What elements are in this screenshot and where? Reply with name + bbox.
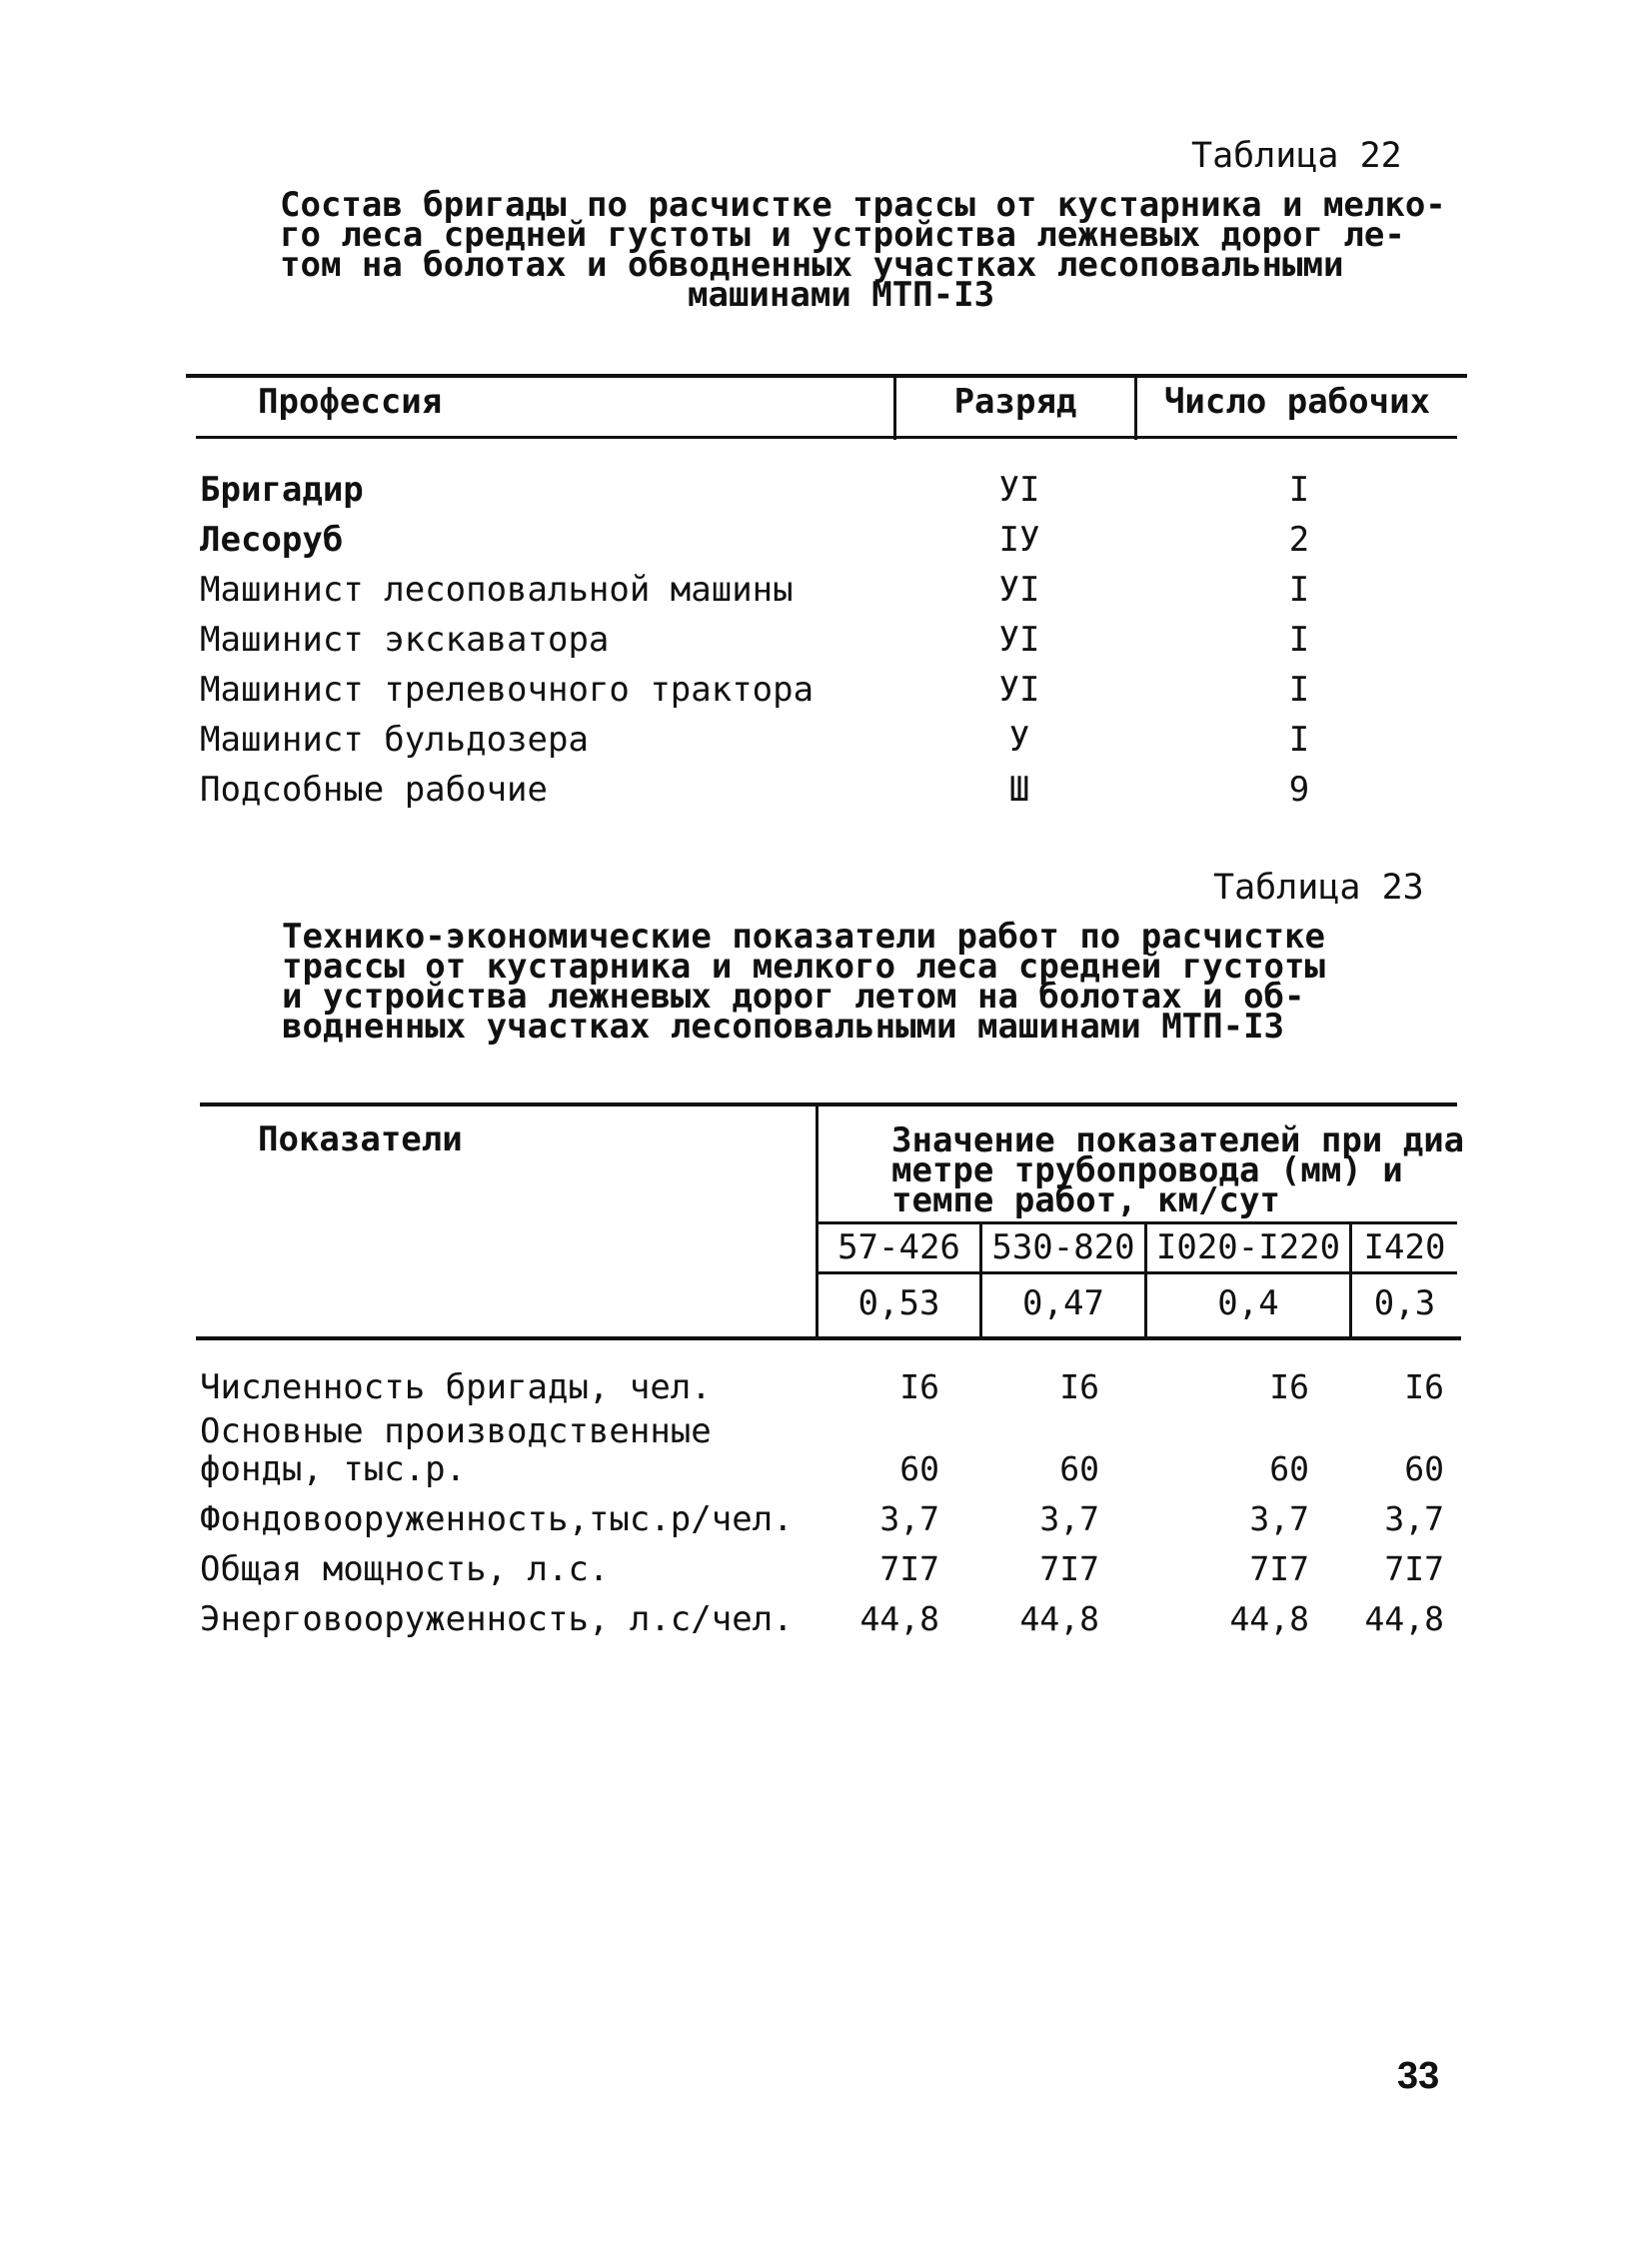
header-bottom-rule	[196, 436, 1457, 439]
header-profession: Профессия	[258, 382, 443, 422]
diameter-cell: I420	[1363, 1227, 1446, 1267]
value-cell: 3,7	[1384, 1499, 1444, 1538]
grade-cell: Ш	[1008, 770, 1030, 810]
profession-cell: Машинист трелевочного трактора	[200, 670, 815, 710]
caption-line: и устройства лежневых дорог летом на болотах и об-	[282, 977, 1305, 1017]
caption-line: Технико-экономические показатели работ по расчистке	[282, 917, 1325, 957]
profession-cell: Лесоруб	[200, 520, 344, 560]
diameter-cell: I020-I220	[1155, 1227, 1341, 1267]
value-cell: 3,7	[1249, 1499, 1309, 1538]
caption-line: трассы от кустарника и мелкого леса средней густоты	[282, 947, 1325, 987]
header-worker-count: Число рабочих	[1163, 382, 1431, 422]
count-cell: I	[1288, 620, 1310, 660]
value-cell: 7I7	[1039, 1549, 1099, 1588]
count-cell: 2	[1288, 520, 1310, 560]
header-grade: Разряд	[953, 382, 1077, 422]
header-rule	[816, 1221, 1457, 1224]
profession-cell: Бригадир	[200, 470, 364, 510]
tempo-cell: 0,53	[857, 1283, 940, 1323]
caption-line: го леса средней густоты и устройства лежневых дорог ле-	[280, 215, 1405, 255]
value-cell: 7I7	[879, 1549, 939, 1588]
table-23-label: Таблица 23	[1213, 868, 1424, 908]
grade-cell: УI	[998, 570, 1040, 610]
header-rule	[816, 1271, 1457, 1274]
grade-cell: УI	[998, 470, 1040, 510]
count-cell: I	[1288, 720, 1310, 760]
profession-cell: Машинист бульдозера	[200, 720, 589, 760]
value-cell: 60	[899, 1449, 939, 1488]
value-cell: 60	[1404, 1449, 1444, 1488]
value-cell: 44,8	[1019, 1599, 1099, 1638]
count-cell: I	[1288, 570, 1310, 610]
indicator-label: фонды, тыс.р.	[200, 1449, 467, 1489]
count-cell: I	[1288, 470, 1310, 510]
value-cell: 7I7	[1384, 1549, 1444, 1588]
diameter-cell: 530-820	[991, 1227, 1135, 1267]
profession-cell: Машинист экскаватора	[200, 620, 610, 660]
table-22-label: Таблица 22	[1191, 136, 1402, 176]
value-cell: I6	[1269, 1367, 1309, 1406]
value-cell: 44,8	[1229, 1599, 1309, 1638]
value-cell: 60	[1269, 1449, 1309, 1488]
indicator-label: Общая мощность, л.с.	[200, 1549, 610, 1589]
table-top-rule	[186, 374, 1467, 378]
value-cell: 44,8	[859, 1599, 939, 1638]
tempo-cell: 0,4	[1217, 1283, 1279, 1323]
value-cell: 3,7	[1039, 1499, 1099, 1538]
header-values-line: Значение показателей при диа	[891, 1121, 1465, 1160]
count-cell: I	[1288, 670, 1310, 710]
count-cell: 9	[1288, 770, 1310, 810]
header-bottom-rule	[196, 1336, 1461, 1340]
value-cell: I6	[899, 1367, 939, 1406]
indicator-label: Фондовооруженность,тыс.р/чел.	[200, 1499, 794, 1539]
diameter-cell: 57-426	[837, 1227, 960, 1267]
header-values-line: метре трубопровода (мм) и	[891, 1150, 1403, 1190]
value-cell: 7I7	[1249, 1549, 1309, 1588]
table-top-rule	[200, 1103, 1457, 1107]
value-cell: I6	[1059, 1367, 1099, 1406]
value-cell: 3,7	[879, 1499, 939, 1538]
header-indicators: Показатели	[258, 1120, 463, 1159]
caption-line: том на болотах и обводненных участках лесоповальными	[280, 245, 1344, 285]
value-cell: 60	[1059, 1449, 1099, 1488]
tempo-cell: 0,3	[1373, 1283, 1436, 1323]
tempo-cell: 0,47	[1022, 1283, 1104, 1323]
value-cell: I6	[1404, 1367, 1444, 1406]
indicator-label: Энерговооруженность, л.с/чел.	[200, 1599, 794, 1639]
table-22-caption	[280, 185, 1446, 315]
caption-line: водненных участках лесоповальными машинами МТП-I3	[282, 1007, 1285, 1047]
header-values-group	[891, 1121, 1465, 1220]
value-cell: 44,8	[1364, 1599, 1444, 1638]
indicator-label: Основные производственные	[200, 1411, 712, 1451]
profession-cell: Подсобные рабочие	[200, 770, 548, 810]
profession-cell: Машинист лесоповальной машины	[200, 570, 794, 610]
caption-line: машинами МТП-I3	[688, 275, 995, 315]
grade-cell: У	[1008, 720, 1030, 760]
grade-cell: УI	[998, 620, 1040, 660]
header-values-line: темпе работ, км/сут	[891, 1180, 1280, 1220]
indicator-label: Численность бригады, чел.	[200, 1367, 712, 1407]
page-number: 33	[1397, 2055, 1440, 2097]
table-23-caption	[282, 917, 1325, 1047]
caption-line: Состав бригады по расчистке трассы от кустарника и мелко-	[280, 185, 1446, 225]
grade-cell: IУ	[998, 520, 1040, 560]
grade-cell: УI	[998, 670, 1040, 710]
